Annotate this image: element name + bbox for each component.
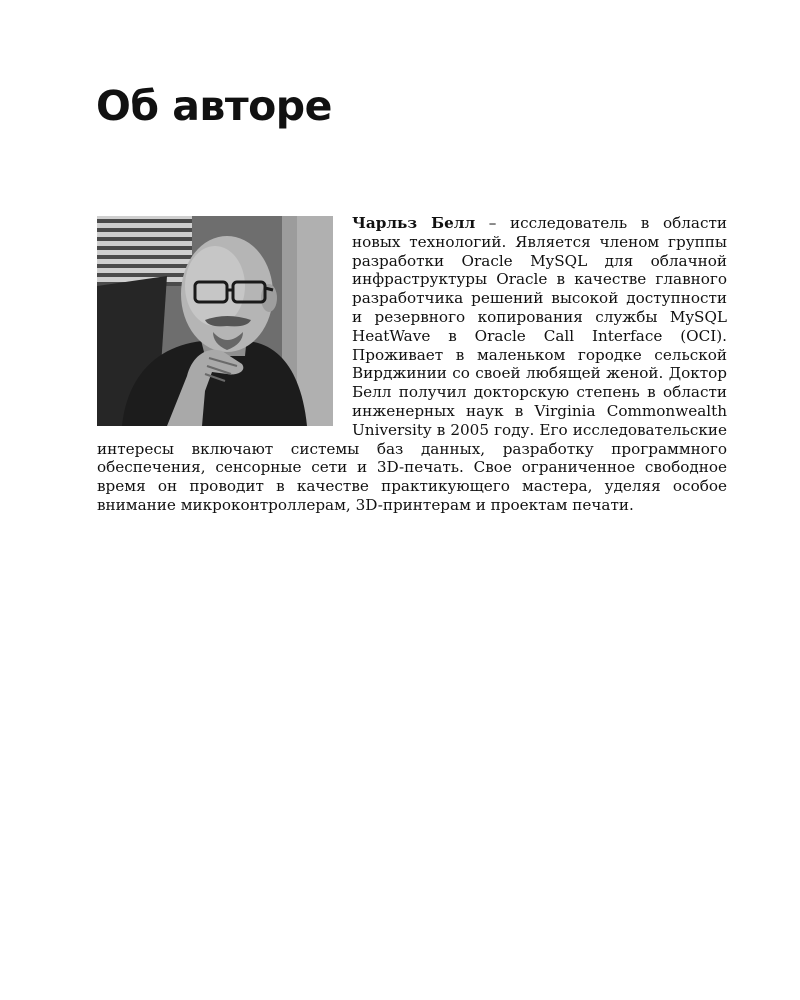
author-name: Чарльз Белл — [352, 214, 476, 232]
author-portrait-image — [97, 216, 333, 426]
window-blinds — [97, 216, 192, 286]
author-bio — [97, 214, 727, 515]
bio-text: – исследователь в области новых технологий. Является членом группы разработки Oracle MySQL для облачной инфраструктуры Oracle в качестве главного разработчика решений высокой доступности и резервного копирования службы MySQL HeatWave в Oracle Call Interface (OCI). Проживает в маленьком городке сельской Вирджинии со своей любящей женой. Доктор Белл получил докторскую степень в области инженерных наук в Virginia Commonwealth University в 2005 году. Его исследовательские интересы включают системы баз данных, разработку программного обеспечения, сенсорные сети и 3D-печать. Свое ограниченное свободное время он проводит в качестве практикующего мастера, уделяя особое внимание микроконтроллерам, 3D-принтерам и проектам печати. — [97, 214, 727, 514]
page-title: Об авторе — [96, 82, 332, 130]
author-photo — [97, 216, 333, 426]
